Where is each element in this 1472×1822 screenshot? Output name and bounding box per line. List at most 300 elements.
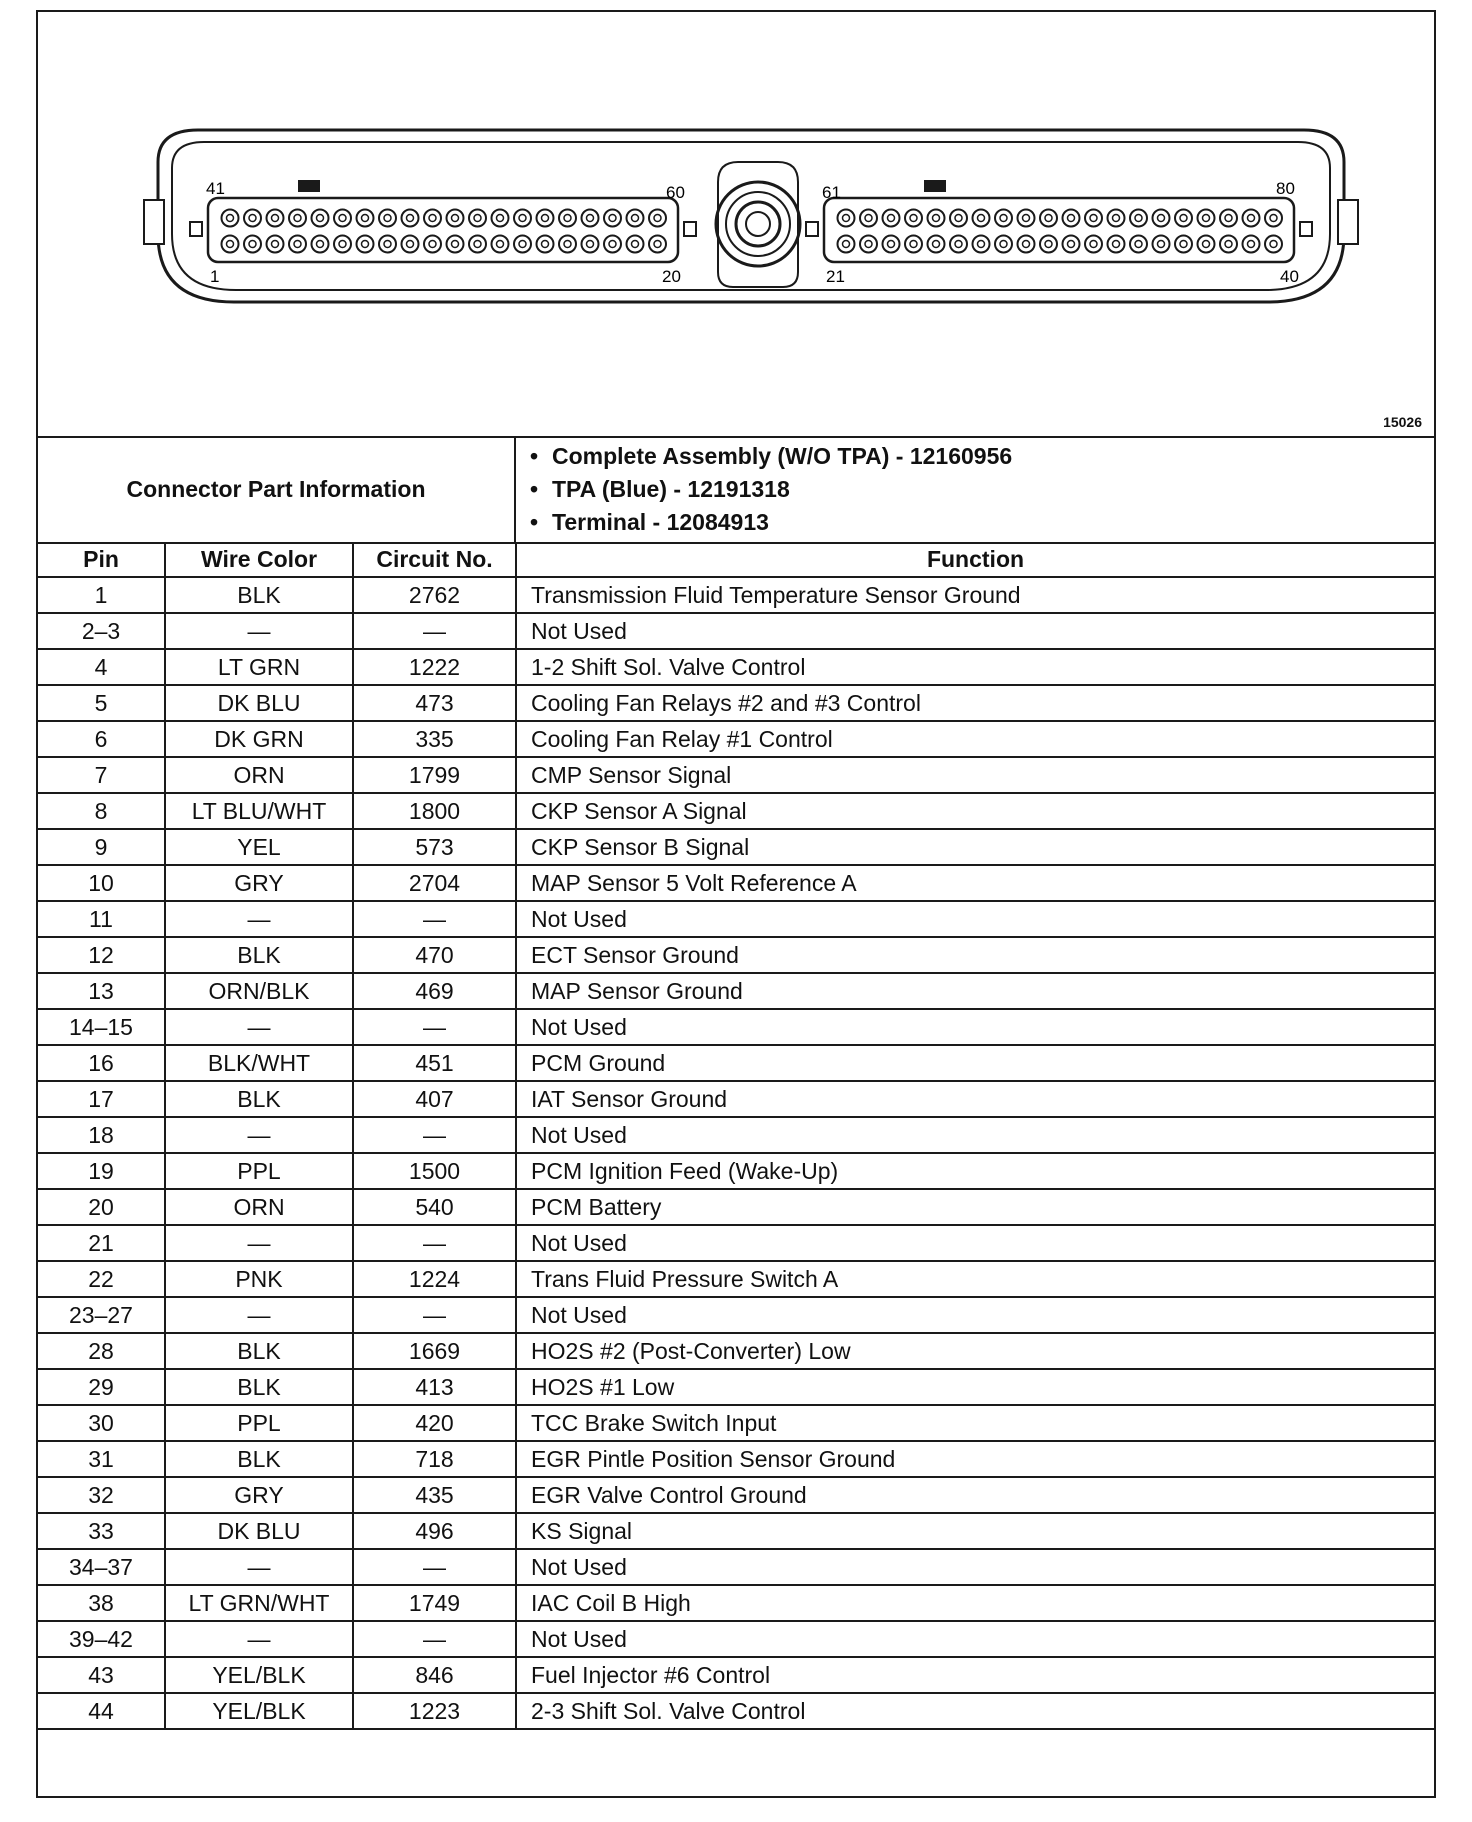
pin-cavity: [649, 236, 666, 253]
pin-cavity-center: [1113, 241, 1120, 248]
cell-pin: 28: [38, 1333, 165, 1369]
pin-cavity: [995, 210, 1012, 227]
pin-cavity: [222, 210, 239, 227]
table-row: [38, 1405, 1434, 1441]
table-row: [38, 937, 1434, 973]
pin-cavity: [973, 210, 990, 227]
header-pin: Pin: [38, 542, 165, 577]
cell-pin: 20: [38, 1189, 165, 1225]
pin-cavity: [649, 210, 666, 227]
pin-cavity-center: [249, 215, 256, 222]
pin-cavity: [447, 236, 464, 253]
pin-cavity-center: [429, 215, 436, 222]
pin-cavity-center: [1023, 215, 1030, 222]
pin-cavity: [402, 236, 419, 253]
pin-cavity-center: [888, 241, 895, 248]
pin-cavity-center: [1158, 215, 1165, 222]
cell-pin: 31: [38, 1441, 165, 1477]
cell-function: 2-3 Shift Sol. Valve Control: [516, 1693, 1434, 1729]
cell-circuit-no: 1224: [353, 1261, 516, 1297]
cell-function: Not Used: [516, 1621, 1434, 1657]
pin-cavity: [582, 236, 599, 253]
cell-pin: 11: [38, 901, 165, 937]
pin-cavity: [627, 210, 644, 227]
cell-circuit-no: 573: [353, 829, 516, 865]
pin-cavity: [244, 236, 261, 253]
pin-cavity-center: [654, 215, 661, 222]
pin-cavity: [424, 210, 441, 227]
pin-cavity-center: [542, 241, 549, 248]
pin-cavity: [514, 210, 531, 227]
cell-wire-color: —: [165, 901, 353, 937]
cell-circuit-no: 2704: [353, 865, 516, 901]
cell-wire-color: BLK/WHT: [165, 1045, 353, 1081]
pin-cavity-center: [1248, 241, 1255, 248]
table-row: [38, 649, 1434, 685]
cell-circuit-no: 1223: [353, 1693, 516, 1729]
pin-cavity-center: [452, 241, 459, 248]
pin-cavity-center: [1270, 215, 1277, 222]
pin-cavity-center: [339, 215, 346, 222]
connector-part-info: [38, 436, 1434, 544]
table-row: [38, 1009, 1434, 1045]
cell-wire-color: —: [165, 1549, 353, 1585]
cell-function: ECT Sensor Ground: [516, 937, 1434, 973]
label-pin-41: 41: [206, 179, 225, 198]
cell-function: Cooling Fan Relays #2 and #3 Control: [516, 685, 1434, 721]
pin-cavity-center: [1180, 215, 1187, 222]
cell-wire-color: DK BLU: [165, 1513, 353, 1549]
pin-cavity-center: [933, 241, 940, 248]
table-row: [38, 577, 1434, 613]
cell-wire-color: BLK: [165, 937, 353, 973]
pin-cavity-center: [317, 215, 324, 222]
pin-cavity-center: [1180, 241, 1187, 248]
part-info-tpa: • TPA (Blue) - 12191318: [552, 473, 1434, 506]
cell-function: Not Used: [516, 613, 1434, 649]
cell-circuit-no: 473: [353, 685, 516, 721]
table-row: [38, 901, 1434, 937]
pin-cavity: [1108, 210, 1125, 227]
cell-circuit-no: —: [353, 1225, 516, 1261]
pin-cavity: [1175, 236, 1192, 253]
pin-cavity: [1040, 210, 1057, 227]
cell-circuit-no: —: [353, 1549, 516, 1585]
pin-cavity: [1085, 210, 1102, 227]
cell-wire-color: —: [165, 1621, 353, 1657]
cell-wire-color: —: [165, 1117, 353, 1153]
pin-cavity-center: [1023, 241, 1030, 248]
pin-cavity-center: [294, 215, 301, 222]
cell-circuit-no: 451: [353, 1045, 516, 1081]
pin-cavity-center: [888, 215, 895, 222]
cell-pin: 21: [38, 1225, 165, 1261]
pin-cavity: [1220, 236, 1237, 253]
label-pin-21: 21: [826, 267, 845, 286]
pin-cavity-center: [609, 241, 616, 248]
pin-cavity: [1220, 210, 1237, 227]
cell-pin: 44: [38, 1693, 165, 1729]
cell-pin: 4: [38, 649, 165, 685]
pin-cavity-center: [1225, 215, 1232, 222]
cell-wire-color: BLK: [165, 1081, 353, 1117]
cell-wire-color: BLK: [165, 1333, 353, 1369]
pin-cavity-center: [407, 241, 414, 248]
pin-cavity: [950, 210, 967, 227]
pin-cavity: [860, 236, 877, 253]
pin-cavity-center: [654, 241, 661, 248]
pin-cavity-center: [1090, 241, 1097, 248]
header-circuit-no: Circuit No.: [353, 542, 516, 577]
pinout-table: [38, 542, 1434, 1730]
pin-cavity: [357, 236, 374, 253]
table-row: [38, 1513, 1434, 1549]
pin-cavity: [604, 236, 621, 253]
cell-circuit-no: 496: [353, 1513, 516, 1549]
cell-pin: 19: [38, 1153, 165, 1189]
pin-cavity-center: [497, 215, 504, 222]
cell-function: CMP Sensor Signal: [516, 757, 1434, 793]
pin-cavity: [289, 210, 306, 227]
cell-wire-color: PPL: [165, 1405, 353, 1441]
cell-function: HO2S #1 Low: [516, 1369, 1434, 1405]
cell-wire-color: GRY: [165, 865, 353, 901]
pin-cavity: [995, 236, 1012, 253]
table-row: [38, 1441, 1434, 1477]
cell-function: Not Used: [516, 1297, 1434, 1333]
pin-cavity-center: [249, 241, 256, 248]
cell-function: CKP Sensor B Signal: [516, 829, 1434, 865]
pin-cavity: [1265, 210, 1282, 227]
cell-pin: 2–3: [38, 613, 165, 649]
pin-cavity-center: [1203, 215, 1210, 222]
header-function: Function: [516, 542, 1434, 577]
cell-circuit-no: 413: [353, 1369, 516, 1405]
cell-function: PCM Ignition Feed (Wake-Up): [516, 1153, 1434, 1189]
center-bolt-outer: [716, 182, 800, 266]
cell-pin: 1: [38, 577, 165, 613]
cell-function: CKP Sensor A Signal: [516, 793, 1434, 829]
pin-cavity-center: [384, 215, 391, 222]
cell-pin: 30: [38, 1405, 165, 1441]
pin-cavity: [447, 210, 464, 227]
pin-cavity: [492, 236, 509, 253]
pin-cavity: [1130, 236, 1147, 253]
cell-wire-color: ORN/BLK: [165, 973, 353, 1009]
cell-function: PCM Ground: [516, 1045, 1434, 1081]
pin-cavity: [627, 236, 644, 253]
center-bolt-core: [746, 212, 770, 236]
center-bolt-inner: [736, 202, 780, 246]
pin-cavity: [267, 210, 284, 227]
cell-wire-color: BLK: [165, 577, 353, 613]
left-block-notch-right: [684, 222, 696, 236]
pin-cavity: [1108, 236, 1125, 253]
pin-cavity: [928, 210, 945, 227]
pin-cavity-center: [1203, 241, 1210, 248]
pin-cavity: [1018, 236, 1035, 253]
connector-sheet: [36, 10, 1436, 1798]
cell-circuit-no: 1500: [353, 1153, 516, 1189]
pin-cavity: [469, 210, 486, 227]
pin-cavity-center: [1000, 215, 1007, 222]
pin-cavity: [424, 236, 441, 253]
table-row: [38, 1189, 1434, 1225]
label-pin-60: 60: [666, 183, 685, 202]
cell-circuit-no: 470: [353, 937, 516, 973]
table-row: [38, 1261, 1434, 1297]
left-block-notch-left: [190, 222, 202, 236]
cell-wire-color: YEL/BLK: [165, 1693, 353, 1729]
cell-circuit-no: —: [353, 613, 516, 649]
header-wire-color: Wire Color: [165, 542, 353, 577]
cell-pin: 5: [38, 685, 165, 721]
pin-cavity-center: [1045, 241, 1052, 248]
cell-wire-color: YEL: [165, 829, 353, 865]
cell-pin: 6: [38, 721, 165, 757]
pin-cavity-center: [407, 215, 414, 222]
cell-wire-color: GRY: [165, 1477, 353, 1513]
pin-cavity: [1153, 210, 1170, 227]
pin-cavity-center: [1135, 241, 1142, 248]
cell-function: 1-2 Shift Sol. Valve Control: [516, 649, 1434, 685]
cell-wire-color: —: [165, 1297, 353, 1333]
pin-cavity-center: [497, 241, 504, 248]
pin-cavity-center: [978, 241, 985, 248]
pin-cavity: [312, 236, 329, 253]
figure-id: 15026: [1383, 414, 1422, 430]
pin-cavity: [838, 210, 855, 227]
cell-pin: 39–42: [38, 1621, 165, 1657]
cell-wire-color: PNK: [165, 1261, 353, 1297]
pin-cavity: [905, 236, 922, 253]
pin-cavity: [582, 210, 599, 227]
table-row: [38, 829, 1434, 865]
table-row: [38, 721, 1434, 757]
pin-cavity: [1243, 210, 1260, 227]
cell-pin: 16: [38, 1045, 165, 1081]
pin-cavity: [267, 236, 284, 253]
pin-cavity-center: [542, 215, 549, 222]
pin-cavity: [1085, 236, 1102, 253]
cell-circuit-no: —: [353, 1009, 516, 1045]
pin-cavity: [950, 236, 967, 253]
cell-circuit-no: —: [353, 1621, 516, 1657]
pin-cavity-center: [564, 215, 571, 222]
cell-circuit-no: 469: [353, 973, 516, 1009]
cell-wire-color: LT GRN/WHT: [165, 1585, 353, 1621]
right-key-marker: [924, 180, 946, 192]
cell-wire-color: —: [165, 1225, 353, 1261]
cell-function: Not Used: [516, 1225, 1434, 1261]
pin-cavity-center: [564, 241, 571, 248]
pin-cavity-center: [272, 215, 279, 222]
table-row: [38, 1621, 1434, 1657]
table-row: [38, 1333, 1434, 1369]
table-row: [38, 973, 1434, 1009]
pin-cavity-center: [1068, 215, 1075, 222]
cell-pin: 22: [38, 1261, 165, 1297]
cell-function: Cooling Fan Relay #1 Control: [516, 721, 1434, 757]
cell-circuit-no: 407: [353, 1081, 516, 1117]
pin-cavity-center: [910, 215, 917, 222]
part-info-terminal: • Terminal - 12084913: [552, 506, 1434, 539]
label-pin-80: 80: [1276, 179, 1295, 198]
pin-cavity-center: [1068, 241, 1075, 248]
table-row: [38, 1585, 1434, 1621]
pin-cavity: [357, 210, 374, 227]
pin-cavity: [289, 236, 306, 253]
cell-circuit-no: —: [353, 1297, 516, 1333]
pin-cavity-center: [452, 215, 459, 222]
cell-function: HO2S #2 (Post-Converter) Low: [516, 1333, 1434, 1369]
cell-pin: 18: [38, 1117, 165, 1153]
pin-cavity-center: [1135, 215, 1142, 222]
pin-cavity-center: [227, 241, 234, 248]
table-row: [38, 1693, 1434, 1729]
pin-cavity: [312, 210, 329, 227]
table-row: [38, 1297, 1434, 1333]
left-pin-grid: [222, 210, 667, 253]
cell-wire-color: ORN: [165, 1189, 353, 1225]
table-row: [38, 1657, 1434, 1693]
cell-pin: 29: [38, 1369, 165, 1405]
pin-cavity: [928, 236, 945, 253]
pin-cavity-center: [933, 215, 940, 222]
left-key-marker: [298, 180, 320, 192]
pin-cavity-center: [955, 241, 962, 248]
pin-cavity: [883, 210, 900, 227]
pin-cavity-center: [632, 241, 639, 248]
pin-cavity-center: [362, 215, 369, 222]
pin-cavity: [559, 236, 576, 253]
pin-cavity: [1063, 210, 1080, 227]
pin-cavity: [1243, 236, 1260, 253]
cell-function: MAP Sensor 5 Volt Reference A: [516, 865, 1434, 901]
table-row: [38, 613, 1434, 649]
pin-cavity-center: [1225, 241, 1232, 248]
pin-cavity-center: [843, 215, 850, 222]
cell-pin: 43: [38, 1657, 165, 1693]
pin-cavity-center: [865, 241, 872, 248]
pin-cavity-center: [1045, 215, 1052, 222]
cell-function: Trans Fluid Pressure Switch A: [516, 1261, 1434, 1297]
cell-pin: 10: [38, 865, 165, 901]
cell-circuit-no: 1222: [353, 649, 516, 685]
pin-cavity-center: [384, 241, 391, 248]
pin-cavity-center: [587, 215, 594, 222]
cell-function: TCC Brake Switch Input: [516, 1405, 1434, 1441]
part-info-assembly: • Complete Assembly (W/O TPA) - 12160956: [552, 440, 1434, 473]
pin-cavity: [514, 236, 531, 253]
pin-cavity: [1063, 236, 1080, 253]
pin-cavity: [1130, 210, 1147, 227]
pin-cavity-center: [474, 215, 481, 222]
pin-cavity: [537, 210, 554, 227]
connector-housing-outline: [158, 130, 1344, 302]
pin-cavity: [883, 236, 900, 253]
pin-cavity-center: [429, 241, 436, 248]
pin-cavity: [244, 210, 261, 227]
pin-cavity-center: [1248, 215, 1255, 222]
table-row: [38, 1045, 1434, 1081]
pin-cavity-center: [227, 215, 234, 222]
right-latch-tab: [1338, 200, 1358, 244]
table-row: [38, 1477, 1434, 1513]
pin-cavity: [559, 210, 576, 227]
pin-cavity-center: [955, 215, 962, 222]
pin-cavity-center: [474, 241, 481, 248]
part-info-list: [516, 436, 1434, 542]
pin-cavity-center: [1000, 241, 1007, 248]
cell-function: EGR Valve Control Ground: [516, 1477, 1434, 1513]
table-row: [38, 865, 1434, 901]
cell-function: EGR Pintle Position Sensor Ground: [516, 1441, 1434, 1477]
pin-cavity: [604, 210, 621, 227]
cell-circuit-no: —: [353, 901, 516, 937]
pin-cavity-center: [339, 241, 346, 248]
cell-function: IAT Sensor Ground: [516, 1081, 1434, 1117]
cell-wire-color: LT GRN: [165, 649, 353, 685]
cell-circuit-no: 2762: [353, 577, 516, 613]
table-row: [38, 1225, 1434, 1261]
cell-pin: 13: [38, 973, 165, 1009]
cell-circuit-no: 435: [353, 1477, 516, 1513]
cell-circuit-no: 420: [353, 1405, 516, 1441]
right-pin-grid: [838, 210, 1283, 253]
cell-pin: 9: [38, 829, 165, 865]
pin-cavity: [469, 236, 486, 253]
pin-cavity-center: [843, 241, 850, 248]
cell-circuit-no: 1799: [353, 757, 516, 793]
cell-function: IAC Coil B High: [516, 1585, 1434, 1621]
pin-cavity-center: [609, 215, 616, 222]
cell-pin: 38: [38, 1585, 165, 1621]
pin-cavity-center: [978, 215, 985, 222]
cell-function: Not Used: [516, 1009, 1434, 1045]
pin-cavity: [1265, 236, 1282, 253]
pin-cavity: [492, 210, 509, 227]
cell-circuit-no: —: [353, 1117, 516, 1153]
cell-pin: 7: [38, 757, 165, 793]
cell-wire-color: —: [165, 613, 353, 649]
pin-cavity: [379, 236, 396, 253]
cell-pin: 17: [38, 1081, 165, 1117]
pin-cavity-center: [910, 241, 917, 248]
cell-circuit-no: 1800: [353, 793, 516, 829]
pin-cavity: [402, 210, 419, 227]
pin-cavity: [860, 210, 877, 227]
pin-cavity: [1198, 236, 1215, 253]
cell-wire-color: BLK: [165, 1441, 353, 1477]
cell-circuit-no: 1669: [353, 1333, 516, 1369]
pin-cavity: [1018, 210, 1035, 227]
cell-pin: 32: [38, 1477, 165, 1513]
cell-wire-color: BLK: [165, 1369, 353, 1405]
pin-cavity-center: [1270, 241, 1277, 248]
cell-pin: 12: [38, 937, 165, 973]
cell-function: PCM Battery: [516, 1189, 1434, 1225]
cell-circuit-no: 540: [353, 1189, 516, 1225]
cell-wire-color: ORN: [165, 757, 353, 793]
cell-wire-color: PPL: [165, 1153, 353, 1189]
pin-cavity-center: [1090, 215, 1097, 222]
pin-cavity: [537, 236, 554, 253]
cell-circuit-no: 846: [353, 1657, 516, 1693]
table-row: [38, 685, 1434, 721]
label-pin-61: 61: [822, 183, 841, 202]
pin-cavity-center: [294, 241, 301, 248]
